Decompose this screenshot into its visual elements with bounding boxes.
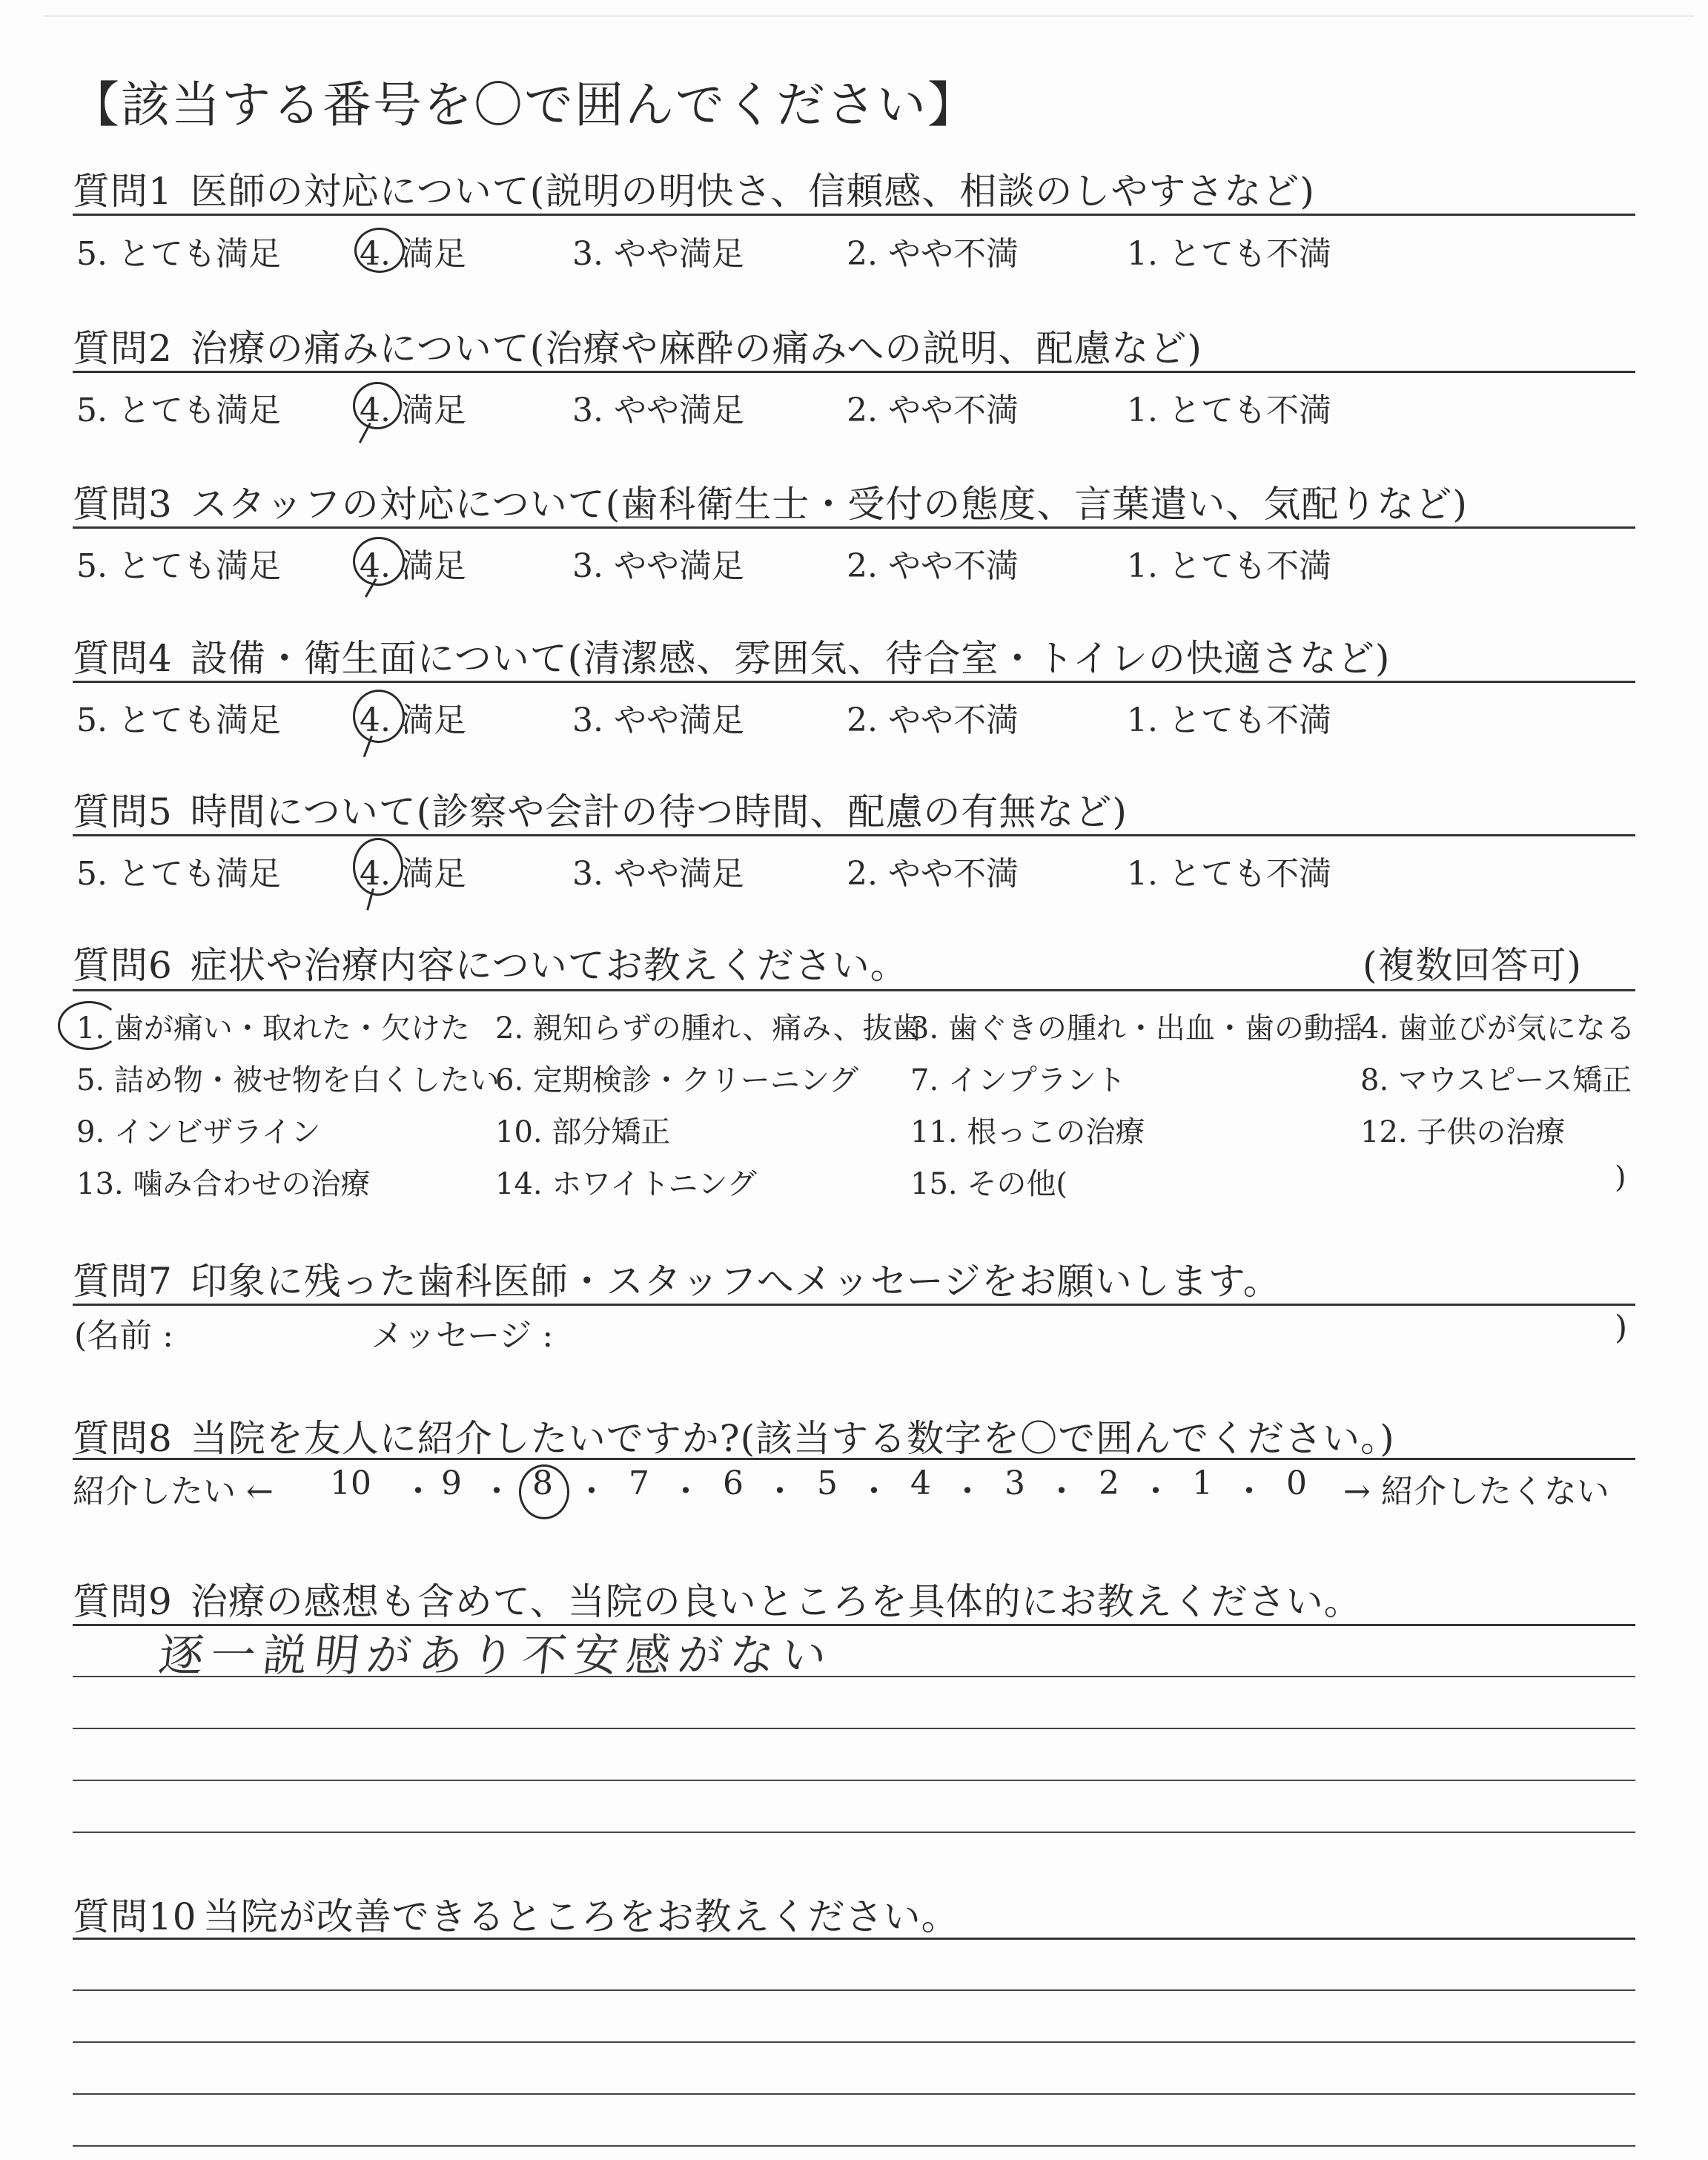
scale-3[interactable]: 3	[1004, 1464, 1025, 1502]
question-title	[73, 782, 1128, 836]
symptom-option-2[interactable]: 2. 親知らずの腫れ、痛み、抜歯	[495, 1011, 922, 1046]
question-title	[73, 629, 1390, 682]
symptom-option-6[interactable]: 6. 定期検診・クリーニング	[495, 1063, 859, 1097]
symptom-option-1[interactable]: 1. 歯が痛い・取れた・欠けた	[76, 1011, 470, 1046]
answer-circle-mark	[519, 1464, 569, 1519]
symptom-option-11[interactable]: 11. 根っこの治療	[910, 1115, 1145, 1149]
rating-option-2[interactable]: 2. やや不満	[847, 701, 1019, 739]
recommend-right-label: → 紹介したくない	[1343, 1473, 1609, 1510]
symptom-option-14[interactable]: 14. ホワイトニング	[495, 1167, 757, 1201]
symptom-option-5[interactable]: 5. 詰め物・被せ物を白くしたい	[76, 1063, 500, 1097]
rating-option-1[interactable]: 1. とても不満	[1127, 235, 1331, 273]
symptom-option-8[interactable]: 8. マウスピース矯正	[1360, 1063, 1632, 1097]
question-rule	[73, 1304, 1635, 1306]
rating-option-2[interactable]: 2. やや不満	[847, 855, 1019, 893]
question-title	[73, 1409, 1395, 1462]
scale-8[interactable]: 8	[532, 1464, 553, 1502]
question-number: 質問7	[73, 1260, 173, 1303]
rating-option-4[interactable]: 4. 満足	[360, 855, 466, 893]
answer-line	[73, 2041, 1635, 2043]
symptom-option-13[interactable]: 13. 噛み合わせの治療	[76, 1167, 371, 1201]
rating-option-5[interactable]: 5. とても満足	[76, 855, 281, 893]
scale-separator: ・	[764, 1473, 796, 1510]
symptom-option-12[interactable]: 12. 子供の治療	[1360, 1115, 1566, 1149]
rating-option-4[interactable]: 4. 満足	[360, 235, 466, 273]
other-close-paren: )	[1615, 1160, 1626, 1195]
symptom-option-15[interactable]: 15. その他(	[910, 1167, 1068, 1201]
scale-separator: ・	[669, 1473, 702, 1510]
question-title	[73, 162, 1315, 215]
rating-option-1[interactable]: 1. とても不満	[1127, 855, 1331, 893]
question-text: 設備・衛生面について(清潔感、雰囲気、待合室・トイレの快適さなど)	[190, 637, 1391, 680]
answer-circle-mark	[58, 1001, 120, 1050]
question-title	[73, 1572, 1362, 1625]
scale-4[interactable]: 4	[910, 1464, 931, 1502]
rating-option-5[interactable]: 5. とても満足	[76, 235, 281, 273]
question-text: 治療の痛みについて(治療や麻酔の痛みへの説明、配慮など)	[190, 327, 1202, 370]
rating-option-1[interactable]: 1. とても不満	[1127, 547, 1331, 585]
scale-10[interactable]: 10	[330, 1464, 371, 1502]
answer-line	[73, 1780, 1635, 1781]
name-label: (名前 :	[74, 1317, 173, 1355]
recommend-left-label: 紹介したい ←	[73, 1473, 274, 1510]
rating-option-4[interactable]: 4. 満足	[360, 392, 466, 429]
question-title	[73, 936, 908, 989]
scale-5[interactable]: 5	[817, 1464, 838, 1502]
scale-9[interactable]: 9	[441, 1464, 462, 1502]
answer-circle-mark	[353, 690, 405, 743]
question-title	[73, 319, 1202, 372]
question-title	[73, 1887, 959, 1941]
question-rule	[73, 681, 1635, 683]
question-rule	[73, 834, 1635, 836]
scale-6[interactable]: 6	[723, 1464, 744, 1502]
question-rule	[73, 371, 1635, 373]
question-number: 質問10	[73, 1895, 197, 1938]
scale-0[interactable]: 0	[1286, 1464, 1307, 1502]
symptom-option-3[interactable]: 3. 歯ぐきの腫れ・出血・歯の動揺	[910, 1011, 1363, 1046]
scale-separator: ・	[1139, 1473, 1172, 1510]
question-number: 質問8	[73, 1417, 173, 1460]
rating-option-2[interactable]: 2. やや不満	[847, 392, 1019, 429]
rating-option-4[interactable]: 4. 満足	[360, 701, 466, 739]
answer-circle-mark	[353, 838, 403, 896]
symptom-option-10[interactable]: 10. 部分矯正	[495, 1115, 671, 1149]
question-title	[73, 475, 1468, 528]
rating-option-3[interactable]: 3. やや満足	[572, 235, 744, 273]
symptom-option-9[interactable]: 9. インビザライン	[76, 1115, 321, 1149]
answer-line	[73, 2093, 1635, 2095]
question-rule	[73, 1458, 1635, 1460]
scale-separator: ・	[402, 1473, 434, 1510]
scale-separator: ・	[480, 1473, 513, 1510]
question-rule	[73, 526, 1635, 529]
rating-option-2[interactable]: 2. やや不満	[847, 547, 1019, 585]
rating-option-3[interactable]: 3. やや満足	[572, 547, 744, 585]
answer-circle-mark	[353, 382, 402, 429]
question-rule	[73, 214, 1635, 216]
handwritten-answer: 逐一説明があり不安感がない	[156, 1630, 837, 1682]
instruction-heading: 【該当する番号を〇で囲んでください】	[70, 76, 978, 133]
question-text: 治療の感想も含めて、当院の良いところを具体的にお教えください。	[190, 1580, 1362, 1623]
question-text: 当院を友人に紹介したいですか?(該当する数字を〇で囲んでください。)	[190, 1417, 1395, 1460]
question-text: 当院が改善できるところをお教えください。	[202, 1895, 959, 1938]
question-text: 症状や治療内容についてお教えください。	[190, 944, 908, 987]
rating-option-1[interactable]: 1. とても不満	[1127, 392, 1331, 429]
scale-2[interactable]: 2	[1099, 1464, 1119, 1502]
rating-option-5[interactable]: 5. とても満足	[76, 547, 281, 585]
scale-separator: ・	[1045, 1473, 1078, 1510]
rating-option-5[interactable]: 5. とても満足	[76, 392, 281, 429]
rating-option-3[interactable]: 3. やや満足	[572, 392, 744, 429]
rating-option-3[interactable]: 3. やや満足	[572, 701, 744, 739]
question-number: 質問5	[73, 790, 173, 833]
question-text: 印象に残った歯科医師・スタッフへメッセージをお願いします。	[190, 1260, 1281, 1303]
scale-separator: ・	[951, 1473, 984, 1510]
multiple-answer-note: (複数回答可)	[1363, 944, 1583, 987]
scale-separator: ・	[858, 1473, 890, 1510]
scale-1[interactable]: 1	[1192, 1464, 1213, 1502]
answer-line	[73, 2145, 1635, 2147]
answer-line	[73, 1728, 1635, 1729]
question-rule	[73, 989, 1635, 991]
question-number: 質問4	[73, 637, 173, 680]
top-border	[44, 15, 1694, 17]
answer-line	[73, 1832, 1635, 1833]
scale-7[interactable]: 7	[629, 1464, 649, 1502]
rating-option-3[interactable]: 3. やや満足	[572, 855, 744, 893]
rating-option-2[interactable]: 2. やや不満	[847, 235, 1019, 273]
question-number: 質問2	[73, 327, 173, 370]
question-text: スタッフの対応について(歯科衛生士・受付の態度、言葉遣い、気配りなど)	[190, 483, 1468, 526]
symptom-option-4[interactable]: 4. 歯並びが気になる	[1360, 1011, 1635, 1046]
symptom-option-7[interactable]: 7. インプラント	[910, 1063, 1126, 1097]
scale-separator: ・	[575, 1473, 608, 1510]
question-text: 時間について(診察や会計の待つ時間、配慮の有無など)	[190, 790, 1128, 833]
question-number: 質問1	[73, 170, 173, 213]
answer-circle-mark	[354, 228, 405, 273]
question-number: 質問9	[73, 1580, 173, 1623]
rating-option-4[interactable]: 4. 満足	[360, 547, 466, 585]
rating-option-1[interactable]: 1. とても不満	[1127, 701, 1331, 739]
question-text: 医師の対応について(説明の明快さ、信頼感、相談のしやすさなど)	[190, 170, 1315, 213]
message-label: メッセージ :	[371, 1317, 554, 1355]
message-close-paren: )	[1615, 1309, 1628, 1347]
answer-line	[73, 1676, 1635, 1677]
answer-line	[73, 1989, 1635, 1991]
scale-separator: ・	[1233, 1473, 1265, 1510]
question-title	[73, 1252, 1281, 1305]
rating-option-5[interactable]: 5. とても満足	[76, 701, 281, 739]
answer-circle-mark	[353, 537, 405, 586]
question-number: 質問3	[73, 483, 173, 526]
question-rule	[73, 1938, 1635, 1940]
question-number: 質問6	[73, 944, 173, 987]
